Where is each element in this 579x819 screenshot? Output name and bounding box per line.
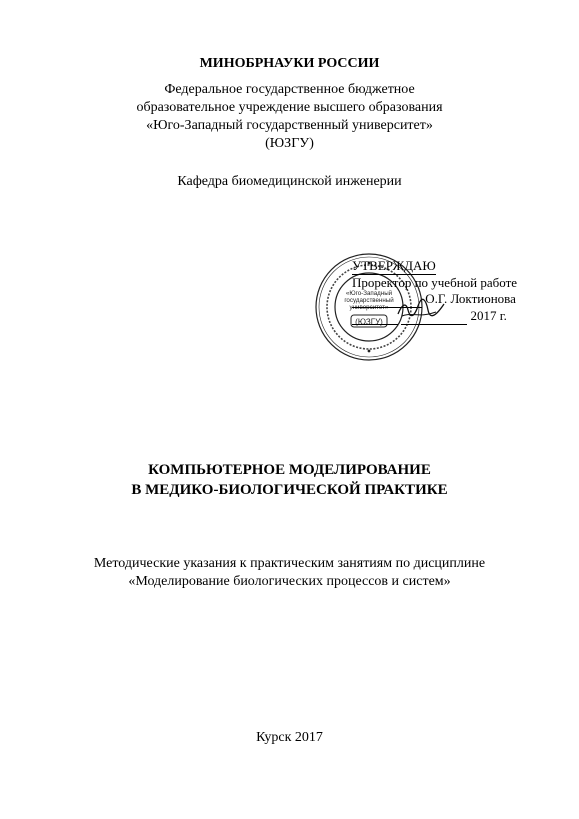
subtitle-line-2: «Моделирование биологических процессов и систем» (128, 574, 451, 589)
approval-position: Проректор по учебной работе (352, 275, 518, 290)
stamp-center-abbr: (ЮЗГУ) (355, 317, 383, 327)
subtitle-line-1: Методические указания к практическим занятиям по дисциплине (93, 556, 486, 571)
signature-icon (396, 296, 446, 322)
stamp-center-line-3: университет» (349, 304, 389, 311)
stamp-center-line-2: государственный (344, 297, 394, 304)
university-line-1: Федеральное государственное бюджетное (164, 82, 415, 97)
approval-date: 2017 г. (470, 308, 507, 323)
footer-city-year: Курск 2017 (256, 730, 323, 745)
approval-name: О.Г. Локтионова (425, 291, 516, 306)
doc-title-line-2: В МЕДИКО-БИОЛОГИЧЕСКОЙ ПРАКТИКЕ (131, 482, 448, 498)
department-name: Кафедра биомедицинской инженерии (177, 174, 402, 189)
approval-title: УТВЕРЖДАЮ (352, 258, 436, 273)
university-line-4: (ЮЗГУ) (265, 136, 314, 151)
ministry-header: МИНОБРНАУКИ РОССИИ (199, 56, 380, 71)
doc-title-line-1: КОМПЬЮТЕРНОЕ МОДЕЛИРОВАНИЕ (148, 462, 431, 478)
university-line-3: «Юго-Западный государственный университет» (146, 118, 433, 133)
stamp-center-line-1: «Юго-Западный (345, 290, 393, 297)
university-line-2: образовательное учреждение высшего образования (136, 100, 443, 115)
